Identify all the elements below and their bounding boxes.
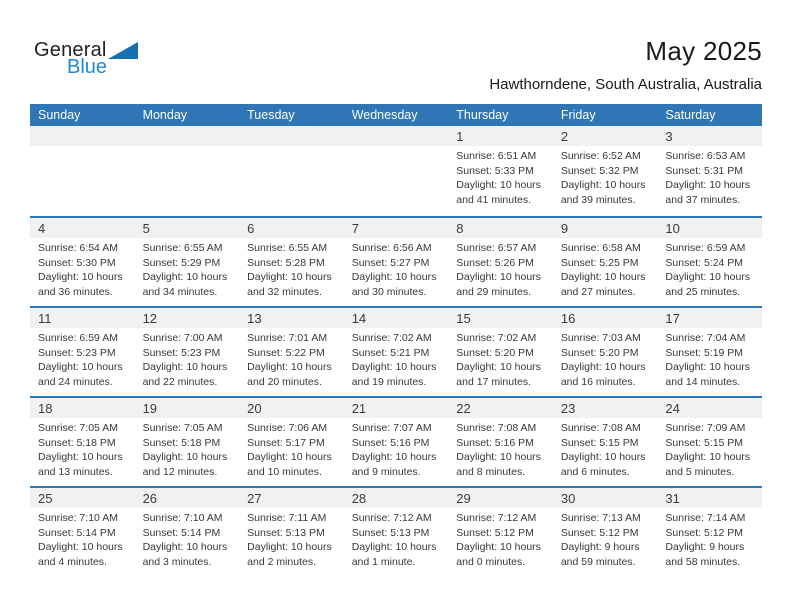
page-subtitle: Hawthorndene, South Australia, Australia [489, 76, 762, 93]
sunrise-text: Sunrise: 7:02 AM [456, 332, 537, 344]
day-number: 7 [344, 218, 449, 238]
day-number [344, 126, 449, 146]
daylight-text-line1: Daylight: 10 hours [456, 541, 541, 553]
day-cell [553, 218, 658, 306]
sunset-text: Sunset: 5:31 PM [665, 164, 744, 177]
sunset-text: Sunset: 5:16 PM [456, 436, 534, 449]
daylight-text-line2: and 27 minutes. [560, 285, 636, 298]
sunset-text: Sunset: 5:21 PM [351, 346, 430, 359]
day-number: 15 [448, 308, 553, 328]
day-number [135, 126, 240, 146]
sunset-text: Sunset: 5:19 PM [665, 346, 744, 359]
sunset-text: Sunset: 5:32 PM [560, 164, 639, 177]
daylight-text-line2: and 0 minutes. [456, 555, 526, 568]
daylight-text-line1: Daylight: 9 hours [560, 541, 640, 553]
day-number: 21 [344, 398, 449, 418]
daylight-text-line1: Daylight: 10 hours [456, 179, 541, 191]
day-details [553, 328, 658, 389]
sunrise-text: Sunrise: 7:04 AM [665, 332, 746, 344]
daylight-text-line1: Daylight: 10 hours [351, 361, 437, 373]
daylight-text-line1: Daylight: 10 hours [351, 541, 437, 553]
day-number: 24 [657, 398, 762, 418]
week-row [30, 486, 762, 576]
sunset-text: Sunset: 5:24 PM [665, 256, 744, 269]
day-cell [657, 218, 762, 306]
sunset-text: Sunset: 5:12 PM [665, 526, 744, 539]
general-blue-logo [34, 40, 138, 77]
day-cell [30, 398, 135, 486]
sunset-text: Sunset: 5:14 PM [142, 526, 221, 539]
daylight-text-line1: Daylight: 10 hours [38, 271, 123, 283]
daylight-text-line2: and 32 minutes. [247, 285, 322, 298]
day-cell [30, 126, 135, 216]
sunset-text: Sunset: 5:15 PM [665, 436, 744, 449]
day-number: 25 [30, 488, 135, 508]
day-details [448, 418, 553, 479]
sunset-text: Sunset: 5:27 PM [351, 256, 430, 269]
day-cell [135, 308, 240, 396]
day-details [553, 508, 658, 569]
sunset-text: Sunset: 5:17 PM [247, 436, 325, 449]
daylight-text-line1: Daylight: 10 hours [665, 179, 751, 191]
daylight-text-line1: Daylight: 10 hours [247, 541, 332, 553]
daylight-text-line2: and 9 minutes. [351, 465, 421, 478]
sunrise-text: Sunrise: 6:55 AM [247, 242, 328, 254]
week-row [30, 216, 762, 306]
sunrise-text: Sunrise: 7:12 AM [456, 512, 537, 524]
sunrise-text: Sunrise: 6:54 AM [38, 242, 118, 254]
sunset-text: Sunset: 5:16 PM [351, 436, 430, 449]
daylight-text-line1: Daylight: 10 hours [560, 271, 646, 283]
day-details [30, 418, 135, 479]
day-details [553, 418, 658, 479]
sunset-text: Sunset: 5:12 PM [456, 526, 534, 539]
sunrise-text: Sunrise: 6:59 AM [38, 332, 118, 344]
daylight-text-line1: Daylight: 10 hours [38, 541, 123, 553]
sunset-text: Sunset: 5:33 PM [456, 164, 534, 177]
day-cell [448, 488, 553, 576]
daylight-text-line1: Daylight: 10 hours [560, 361, 646, 373]
sunrise-text: Sunrise: 7:12 AM [351, 512, 432, 524]
daylight-text-line1: Daylight: 10 hours [247, 271, 332, 283]
day-details [135, 328, 240, 389]
sunset-text: Sunset: 5:13 PM [351, 526, 430, 539]
day-details [239, 508, 344, 569]
sunset-text: Sunset: 5:23 PM [142, 346, 221, 359]
sunrise-text: Sunrise: 7:13 AM [560, 512, 641, 524]
day-number: 18 [30, 398, 135, 418]
day-number: 2 [553, 126, 658, 146]
day-details [135, 238, 240, 299]
sunset-text: Sunset: 5:23 PM [38, 346, 116, 359]
day-number: 9 [553, 218, 658, 238]
daylight-text-line2: and 3 minutes. [142, 555, 212, 568]
day-details [30, 238, 135, 299]
sunset-text: Sunset: 5:30 PM [38, 256, 116, 269]
day-details [30, 328, 135, 389]
daylight-text-line2: and 36 minutes. [38, 285, 113, 298]
day-number: 22 [448, 398, 553, 418]
day-number: 16 [553, 308, 658, 328]
day-number: 8 [448, 218, 553, 238]
weekday-tuesday: Tuesday [247, 108, 295, 122]
day-cell [344, 398, 449, 486]
day-details [135, 146, 240, 149]
day-number: 19 [135, 398, 240, 418]
sunset-text: Sunset: 5:20 PM [560, 346, 639, 359]
day-cell [553, 398, 658, 486]
sunrise-text: Sunrise: 6:56 AM [351, 242, 432, 254]
day-cell [657, 488, 762, 576]
sunset-text: Sunset: 5:14 PM [38, 526, 116, 539]
day-number: 14 [344, 308, 449, 328]
daylight-text-line2: and 16 minutes. [560, 375, 636, 388]
day-number: 5 [135, 218, 240, 238]
daylight-text-line1: Daylight: 10 hours [456, 361, 541, 373]
day-cell [344, 488, 449, 576]
daylight-text-line1: Daylight: 10 hours [351, 451, 437, 463]
day-cell [239, 308, 344, 396]
day-number: 30 [553, 488, 658, 508]
day-cell [448, 218, 553, 306]
calendar [30, 104, 762, 576]
day-cell [30, 218, 135, 306]
day-details [448, 508, 553, 569]
week-row [30, 306, 762, 396]
daylight-text-line2: and 37 minutes. [665, 193, 741, 206]
daylight-text-line1: Daylight: 10 hours [142, 271, 228, 283]
day-cell [657, 308, 762, 396]
weekday-sunday: Sunday [38, 108, 81, 122]
sunrise-text: Sunrise: 7:00 AM [142, 332, 223, 344]
day-details [239, 328, 344, 389]
sunset-text: Sunset: 5:13 PM [247, 526, 325, 539]
daylight-text-line2: and 25 minutes. [665, 285, 741, 298]
daylight-text-line1: Daylight: 10 hours [142, 541, 228, 553]
day-number: 3 [657, 126, 762, 146]
daylight-text-line1: Daylight: 10 hours [247, 361, 332, 373]
day-details [657, 238, 762, 299]
day-number: 4 [30, 218, 135, 238]
day-details [30, 508, 135, 569]
day-cell [30, 488, 135, 576]
daylight-text-line2: and 22 minutes. [142, 375, 218, 388]
day-details [135, 508, 240, 569]
daylight-text-line1: Daylight: 10 hours [142, 451, 228, 463]
sunrise-text: Sunrise: 7:06 AM [247, 422, 328, 434]
day-number: 20 [239, 398, 344, 418]
daylight-text-line2: and 20 minutes. [247, 375, 322, 388]
sunrise-text: Sunrise: 6:58 AM [560, 242, 641, 254]
daylight-text-line1: Daylight: 10 hours [38, 361, 123, 373]
day-cell [239, 218, 344, 306]
daylight-text-line1: Daylight: 10 hours [456, 271, 541, 283]
sunset-text: Sunset: 5:15 PM [560, 436, 639, 449]
sunset-text: Sunset: 5:29 PM [142, 256, 221, 269]
weekday-header-row [30, 104, 762, 126]
daylight-text-line2: and 4 minutes. [38, 555, 107, 568]
daylight-text-line2: and 13 minutes. [38, 465, 113, 478]
day-number: 28 [344, 488, 449, 508]
daylight-text-line2: and 59 minutes. [560, 555, 636, 568]
daylight-text-line1: Daylight: 10 hours [665, 271, 751, 283]
day-details [448, 146, 553, 207]
daylight-text-line2: and 1 minute. [351, 555, 416, 568]
sunset-text: Sunset: 5:18 PM [142, 436, 221, 449]
day-details [657, 328, 762, 389]
day-cell [344, 126, 449, 216]
daylight-text-line2: and 14 minutes. [665, 375, 741, 388]
day-number: 29 [448, 488, 553, 508]
daylight-text-line1: Daylight: 10 hours [142, 361, 228, 373]
week-row [30, 126, 762, 216]
day-details [657, 418, 762, 479]
day-number: 23 [553, 398, 658, 418]
day-number: 31 [657, 488, 762, 508]
daylight-text-line2: and 30 minutes. [351, 285, 427, 298]
day-cell [239, 126, 344, 216]
day-details [448, 238, 553, 299]
daylight-text-line2: and 17 minutes. [456, 375, 531, 388]
day-details [344, 418, 449, 479]
daylight-text-line2: and 10 minutes. [247, 465, 322, 478]
daylight-text-line1: Daylight: 10 hours [560, 179, 646, 191]
day-details [657, 508, 762, 569]
day-details [344, 328, 449, 389]
day-cell [448, 308, 553, 396]
daylight-text-line2: and 58 minutes. [665, 555, 741, 568]
daylight-text-line1: Daylight: 10 hours [665, 451, 751, 463]
sunrise-text: Sunrise: 7:14 AM [665, 512, 746, 524]
sunrise-text: Sunrise: 7:01 AM [247, 332, 328, 344]
daylight-text-line2: and 2 minutes. [247, 555, 317, 568]
sunrise-text: Sunrise: 6:51 AM [456, 150, 537, 162]
day-cell [135, 126, 240, 216]
daylight-text-line2: and 34 minutes. [142, 285, 218, 298]
day-number: 26 [135, 488, 240, 508]
day-details [239, 146, 344, 149]
logo-triangle-icon [108, 42, 138, 59]
day-number: 17 [657, 308, 762, 328]
daylight-text-line2: and 39 minutes. [560, 193, 636, 206]
day-details [344, 508, 449, 569]
logo-word-general: General [34, 39, 107, 61]
day-details [344, 146, 449, 149]
sunrise-text: Sunrise: 7:10 AM [38, 512, 118, 524]
sunrise-text: Sunrise: 7:05 AM [38, 422, 118, 434]
logo-word-blue: Blue [67, 56, 108, 78]
daylight-text-line1: Daylight: 10 hours [560, 451, 646, 463]
sunrise-text: Sunrise: 6:52 AM [560, 150, 641, 162]
daylight-text-line2: and 8 minutes. [456, 465, 526, 478]
day-cell [135, 398, 240, 486]
daylight-text-line2: and 19 minutes. [351, 375, 427, 388]
day-details [239, 418, 344, 479]
sunrise-text: Sunrise: 7:05 AM [142, 422, 223, 434]
sunrise-text: Sunrise: 6:53 AM [665, 150, 746, 162]
day-cell [553, 488, 658, 576]
day-number: 10 [657, 218, 762, 238]
daylight-text-line2: and 41 minutes. [456, 193, 531, 206]
day-cell [239, 398, 344, 486]
daylight-text-line1: Daylight: 10 hours [247, 451, 332, 463]
weekday-thursday: Thursday [456, 108, 509, 122]
day-details [30, 146, 135, 149]
sunset-text: Sunset: 5:20 PM [456, 346, 534, 359]
daylight-text-line1: Daylight: 10 hours [38, 451, 123, 463]
day-cell [553, 308, 658, 396]
day-cell [553, 126, 658, 216]
page-header [30, 36, 762, 98]
day-number [30, 126, 135, 146]
week-row [30, 396, 762, 486]
day-details [448, 328, 553, 389]
day-details [344, 238, 449, 299]
sunrise-text: Sunrise: 7:03 AM [560, 332, 641, 344]
daylight-text-line2: and 29 minutes. [456, 285, 531, 298]
daylight-text-line2: and 5 minutes. [665, 465, 735, 478]
day-cell [239, 488, 344, 576]
sunrise-text: Sunrise: 7:09 AM [665, 422, 746, 434]
sunrise-text: Sunrise: 7:07 AM [351, 422, 432, 434]
day-cell [448, 398, 553, 486]
day-number: 6 [239, 218, 344, 238]
day-details [553, 146, 658, 207]
day-cell [344, 308, 449, 396]
daylight-text-line1: Daylight: 9 hours [665, 541, 745, 553]
page-title: May 2025 [645, 36, 762, 66]
day-cell [657, 126, 762, 216]
day-details [135, 418, 240, 479]
sunrise-text: Sunrise: 6:55 AM [142, 242, 223, 254]
day-details [657, 146, 762, 207]
sunset-text: Sunset: 5:26 PM [456, 256, 534, 269]
sunrise-text: Sunrise: 7:10 AM [142, 512, 223, 524]
day-number: 13 [239, 308, 344, 328]
weekday-wednesday: Wednesday [351, 108, 418, 122]
sunrise-text: Sunrise: 7:02 AM [351, 332, 432, 344]
daylight-text-line1: Daylight: 10 hours [351, 271, 437, 283]
daylight-text-line2: and 24 minutes. [38, 375, 113, 388]
day-details [553, 238, 658, 299]
daylight-text-line2: and 12 minutes. [142, 465, 218, 478]
daylight-text-line1: Daylight: 10 hours [456, 451, 541, 463]
sunrise-text: Sunrise: 7:11 AM [247, 512, 327, 524]
sunset-text: Sunset: 5:18 PM [38, 436, 116, 449]
sunset-text: Sunset: 5:22 PM [247, 346, 325, 359]
weekday-friday: Friday [560, 108, 596, 122]
day-number: 27 [239, 488, 344, 508]
sunset-text: Sunset: 5:25 PM [560, 256, 639, 269]
weekday-saturday: Saturday [665, 108, 716, 122]
day-number: 1 [448, 126, 553, 146]
sunrise-text: Sunrise: 6:59 AM [665, 242, 746, 254]
day-cell [448, 126, 553, 216]
sunset-text: Sunset: 5:28 PM [247, 256, 325, 269]
weekday-monday: Monday [142, 108, 188, 122]
day-cell [135, 488, 240, 576]
day-number [239, 126, 344, 146]
day-cell [657, 398, 762, 486]
sunrise-text: Sunrise: 7:08 AM [560, 422, 641, 434]
day-cell [344, 218, 449, 306]
day-details [239, 238, 344, 299]
sunset-text: Sunset: 5:12 PM [560, 526, 639, 539]
calendar-grid [30, 126, 762, 576]
sunrise-text: Sunrise: 6:57 AM [456, 242, 537, 254]
sunrise-text: Sunrise: 7:08 AM [456, 422, 537, 434]
day-number: 11 [30, 308, 135, 328]
daylight-text-line1: Daylight: 10 hours [665, 361, 751, 373]
day-cell [30, 308, 135, 396]
day-number: 12 [135, 308, 240, 328]
daylight-text-line2: and 6 minutes. [560, 465, 630, 478]
day-cell [135, 218, 240, 306]
